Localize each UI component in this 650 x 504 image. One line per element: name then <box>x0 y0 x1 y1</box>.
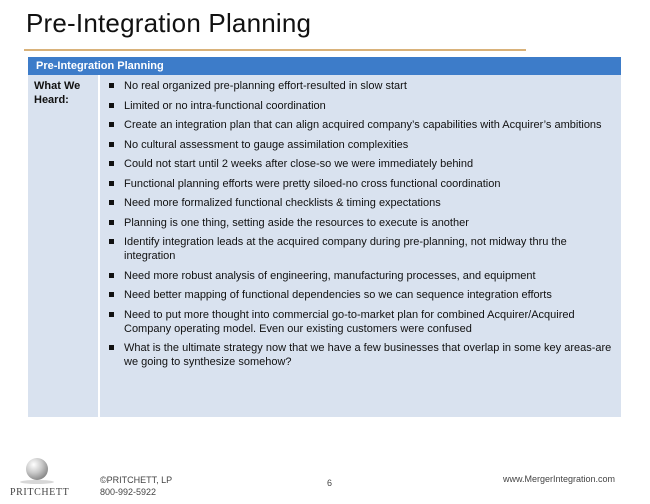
bullet-text: Need more robust analysis of engineering, manufacturing processes, and equipment <box>124 269 536 282</box>
bullet-text: Planning is one thing, setting aside the resources to execute is another <box>124 216 469 229</box>
list-item <box>108 288 615 302</box>
square-bullet-icon <box>109 312 114 317</box>
square-bullet-icon <box>109 220 114 225</box>
panel-body <box>28 75 621 417</box>
bullet-text: Could not start until 2 weeks after close-so we were immediately behind <box>124 158 474 170</box>
square-bullet-icon <box>109 239 114 244</box>
bullet-text: No real organized pre-planning effort-resulted in slow start <box>124 80 407 92</box>
list-item <box>108 99 615 113</box>
logo-text: PRITCHETT <box>10 487 70 498</box>
content-column <box>100 75 621 417</box>
bullet-text: Need to put more thought into commercial go-to-market plan for combined Acquirer/Acquired Company operating model. Even our existing customers were confused <box>124 308 575 335</box>
list-item <box>108 216 615 230</box>
title-underline <box>24 49 526 51</box>
feedback-panel <box>28 57 621 417</box>
square-bullet-icon <box>109 345 114 350</box>
square-bullet-icon <box>109 142 114 147</box>
square-bullet-icon <box>109 161 114 166</box>
page-number: 6 <box>327 478 333 488</box>
bullet-text: Identify integration leads at the acquired company during pre-planning, not midway thru the integration <box>124 236 567 262</box>
sphere-icon <box>26 458 48 480</box>
pritchett-logo <box>6 454 70 502</box>
list-item <box>108 235 615 263</box>
what-we-heard-label: What We Heard: <box>34 80 81 106</box>
square-bullet-icon <box>109 273 114 278</box>
bullet-text: Create an integration plan that can align acquired company’s capabilities with Acquirer’s ambitions <box>124 119 602 131</box>
list-item <box>108 308 615 336</box>
list-item <box>108 118 615 132</box>
list-item <box>108 341 615 369</box>
list-item <box>108 138 615 152</box>
page-title: Pre-Integration Planning <box>26 8 312 38</box>
list-item <box>108 177 615 191</box>
logo-shadow <box>20 480 54 484</box>
bullet-text: No cultural assessment to gauge assimilation complexities <box>124 138 409 151</box>
bullet-text: What is the ultimate strategy now that we have a few businesses that overlap in some key areas-are we going to synthesize somehow? <box>124 342 612 368</box>
square-bullet-icon <box>109 83 114 88</box>
square-bullet-icon <box>109 122 114 127</box>
bullet-text: Need better mapping of functional dependencies so we can sequence integration efforts <box>124 289 552 301</box>
bullet-text: Functional planning efforts were pretty siloed-no cross functional coordination <box>124 177 501 190</box>
square-bullet-icon <box>109 181 114 186</box>
phone-number: 800-992-5922 <box>100 487 157 497</box>
list-item <box>108 196 615 210</box>
panel-header: Pre-Integration Planning <box>28 57 621 75</box>
list-item <box>108 79 615 93</box>
bullet-text: Need more formalized functional checklists & timing expectations <box>124 197 441 209</box>
list-item <box>108 157 615 171</box>
list-item <box>108 269 615 283</box>
bullet-text: Limited or no intra-functional coordination <box>124 99 326 112</box>
footer-contact <box>100 474 172 498</box>
square-bullet-icon <box>109 292 114 297</box>
copyright-text: ©PRITCHETT, LP <box>100 475 173 485</box>
bullet-list <box>100 75 621 369</box>
square-bullet-icon <box>109 103 114 108</box>
footer-url[interactable]: www.MergerIntegration.com <box>503 474 616 484</box>
label-column <box>28 75 100 417</box>
square-bullet-icon <box>109 200 114 205</box>
